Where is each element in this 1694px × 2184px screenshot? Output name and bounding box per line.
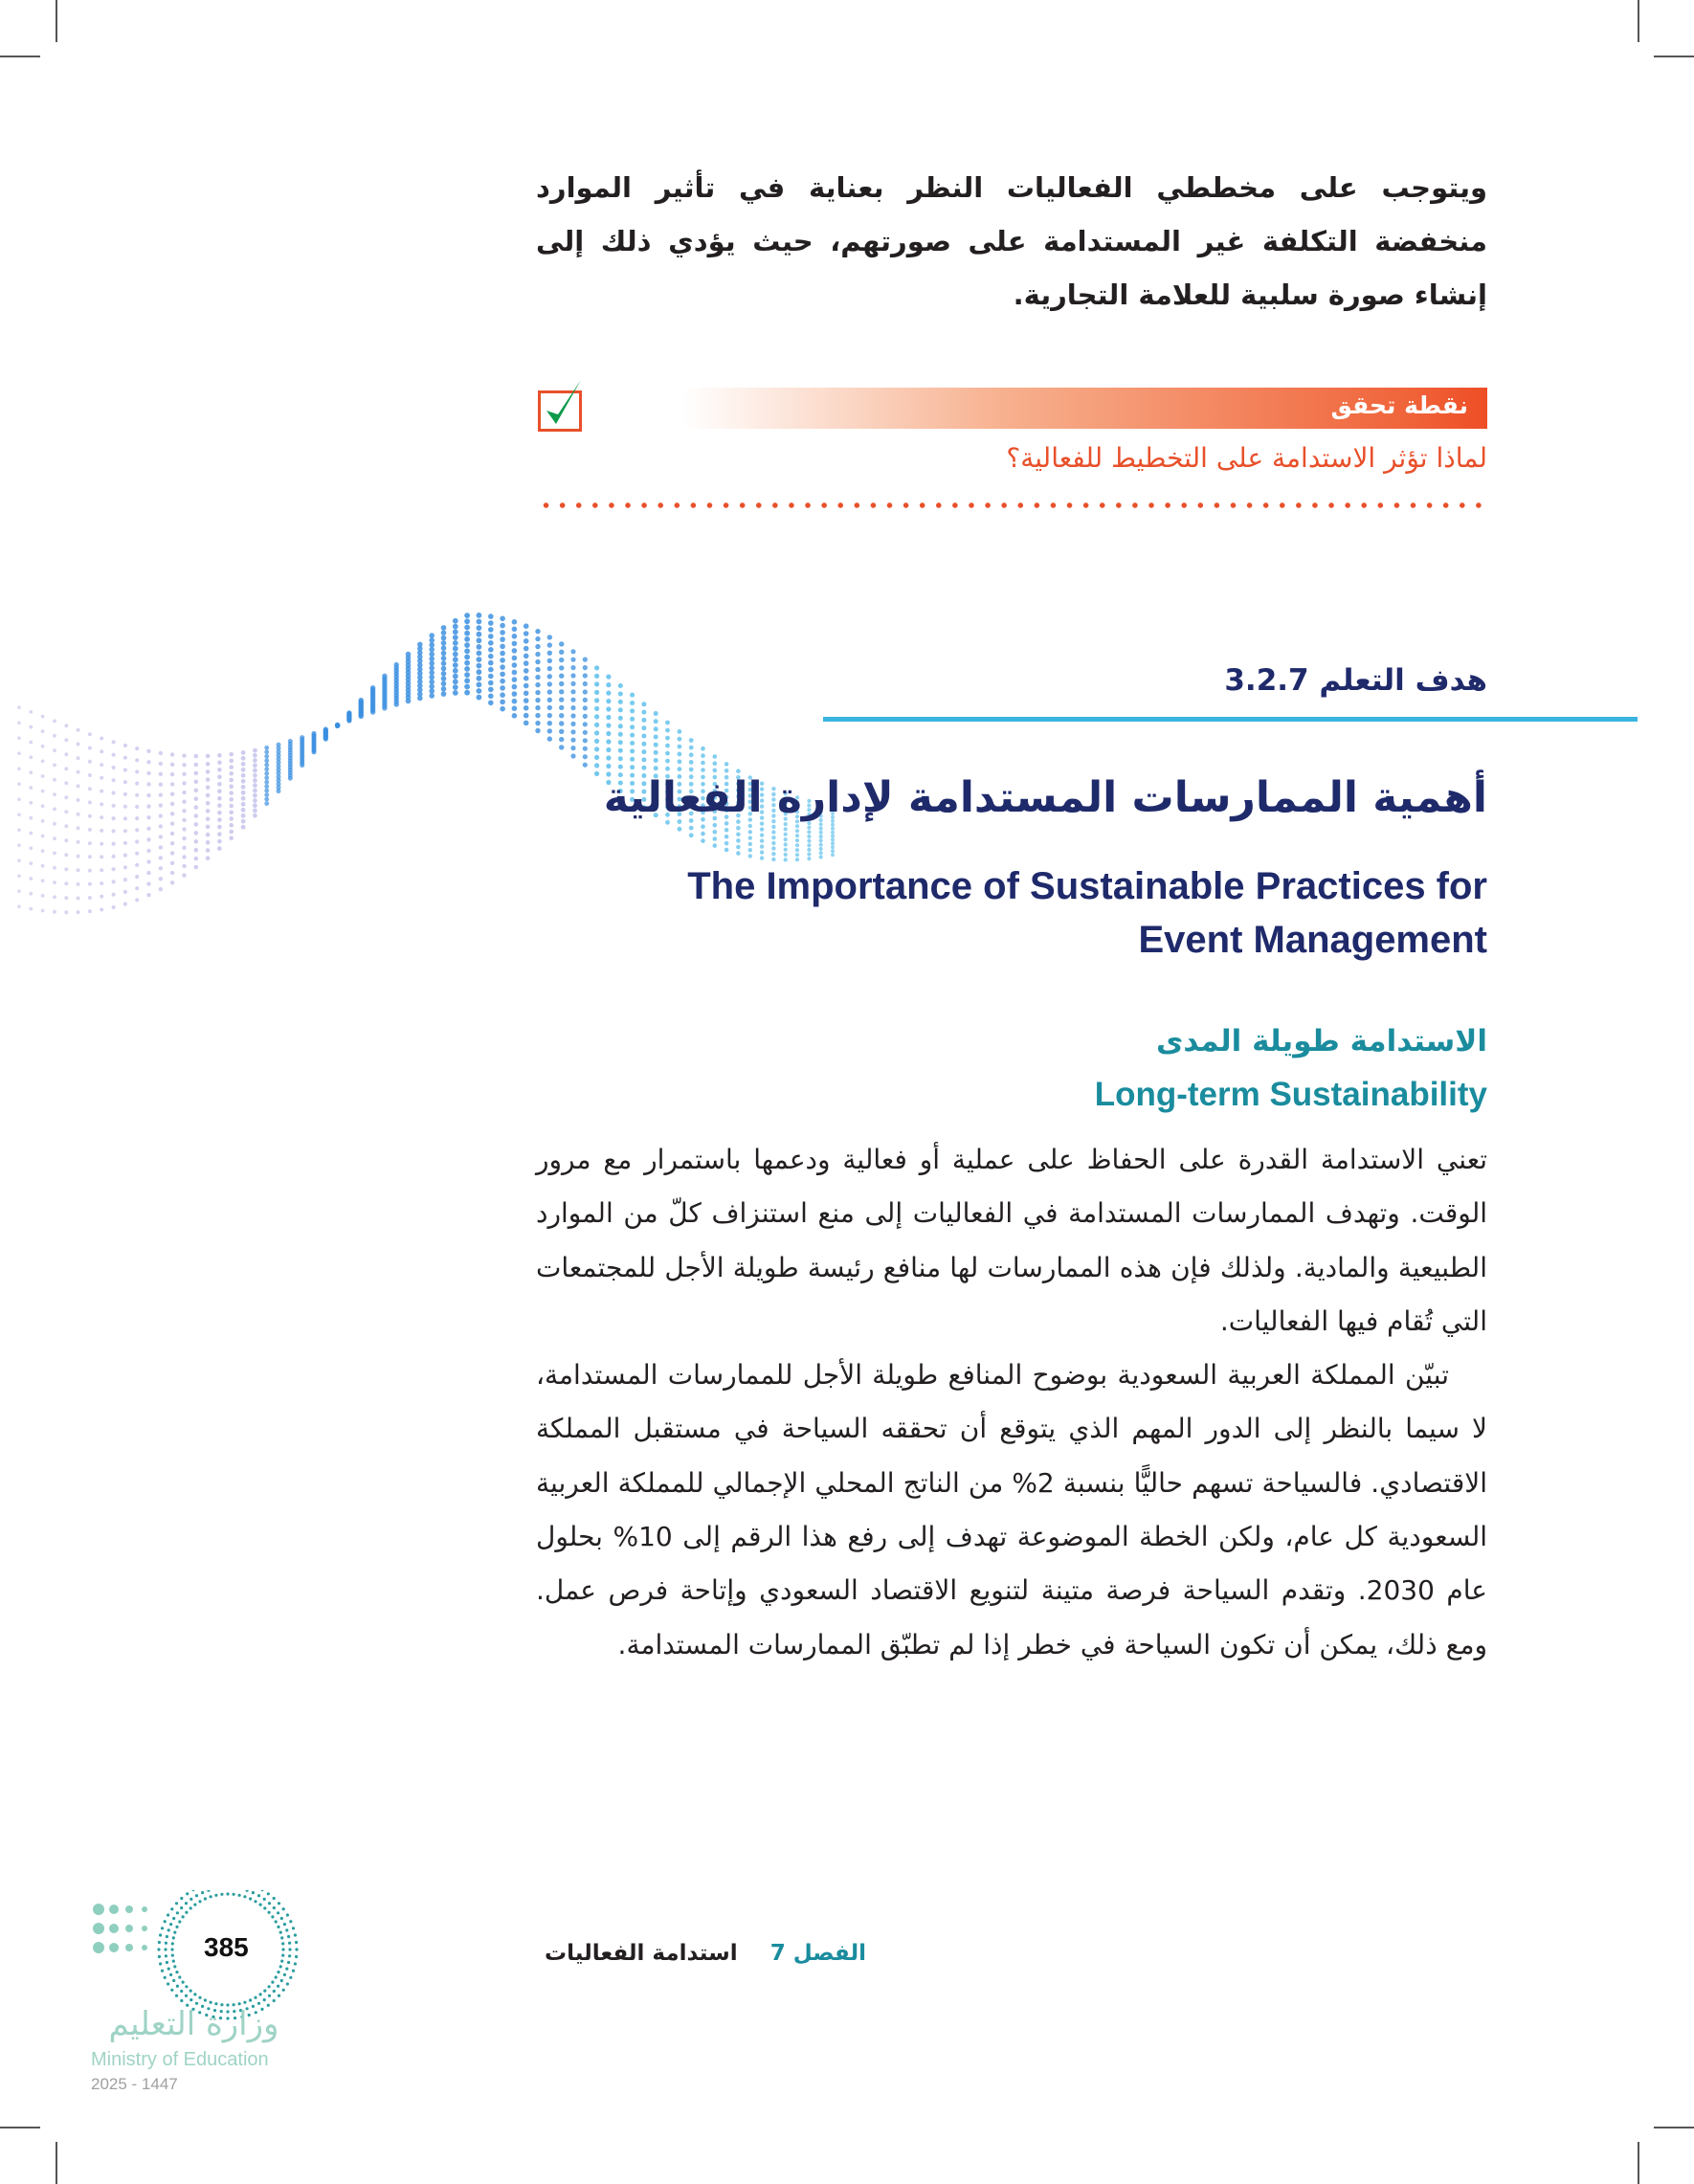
crop-mark [1638,2142,1639,2184]
page-number: 385 [204,1932,249,1962]
chapter-title: استدامة الفعاليات [544,1941,738,1966]
crop-mark [1654,2127,1694,2128]
check-point-banner [682,388,1487,429]
crop-mark [1638,0,1639,42]
title-en-line2: Event Management [1138,919,1487,961]
paragraph: تعني الاستدامة القدرة على الحفاظ على عملية أو فعالية ودعمها باستمرار مع مرور الوقت. وتهدف الممارسات المستدامة في الفعاليات إلى منع استنزاف كلّ من الموارد الطبيعية والمادية. ولذلك فإن هذه الممارسات لها منافع رئيسة طويلة الأجل للمجتمعات التي تُقام فيها الفعاليات. [536,1144,1487,1337]
chapter-number: الفصل 7 [769,1941,866,1966]
page-title-en [687,859,1487,967]
checkbox-icon [538,390,582,432]
ministry-logo [91,1890,306,2101]
body-text [536,1133,1487,1672]
check-point-question: لماذا تؤثر الاستدامة على التخطيط للفعالية؟ [1006,442,1487,474]
crop-mark [0,2127,40,2128]
page-title-ar: أهمية الممارسات المستدامة لإدارة الفعالية [603,773,1487,822]
subheading-ar: الاستدامة طويلة المدى [1155,1024,1487,1059]
logo-name-en: Ministry of Education [91,2049,269,2070]
intro-paragraph: ويتوجب على مخططي الفعاليات النظر بعناية في تأثير الموارد منخفضة التكلفة غير المستدامة على صورتهم، حيث يؤدي ذلك إلى إنشاء صورة سلبية للعلامة التجارية. [536,171,1487,311]
learning-goal: هدف التعلم 3.2.7 [1224,663,1487,698]
logo-dots-icon [91,1890,306,2024]
crop-mark [0,56,40,57]
goal-underline [823,717,1638,722]
logo-year: 2025 - 1447 [91,2075,178,2093]
logo-name-ar: وزارة التعليم [108,2005,279,2043]
footer-chapter [545,1941,866,1966]
crop-mark [1654,56,1694,57]
crop-mark [56,0,57,42]
check-point-label: نقطة تحقق [1330,391,1468,419]
paragraph: تبيّن المملكة العربية السعودية بوضوح المنافع طويلة الأجل للممارسات المستدامة، لا سيما بالنظر إلى الدور المهم الذي يتوقع أن تحققه السياحة في مستقبل المملكة الاقتصادي. فالسياحة تسهم حاليًّا بنسبة 2% من الناتج المحلي الإجمالي للمملكة العربية السعودية كل عام، ولكن الخطة الموضوعة تهدف إلى رفع هذا الرقم إلى 10% بحلول عام 2030. وتقدم السياحة فرصة متينة لتنويع الاقتصاد السعودي وإتاحة فرص عمل. ومع ذلك، يمكن أن تكون السياحة في خطر إذا لم تطبّق الممارسات المستدامة. [536,1359,1488,1660]
title-en-line1: The Importance of Sustainable Practices for [687,865,1487,907]
dotted-divider [538,502,1487,508]
subheading-en: Long-term Sustainability [1094,1076,1487,1113]
crop-mark [56,2142,57,2184]
